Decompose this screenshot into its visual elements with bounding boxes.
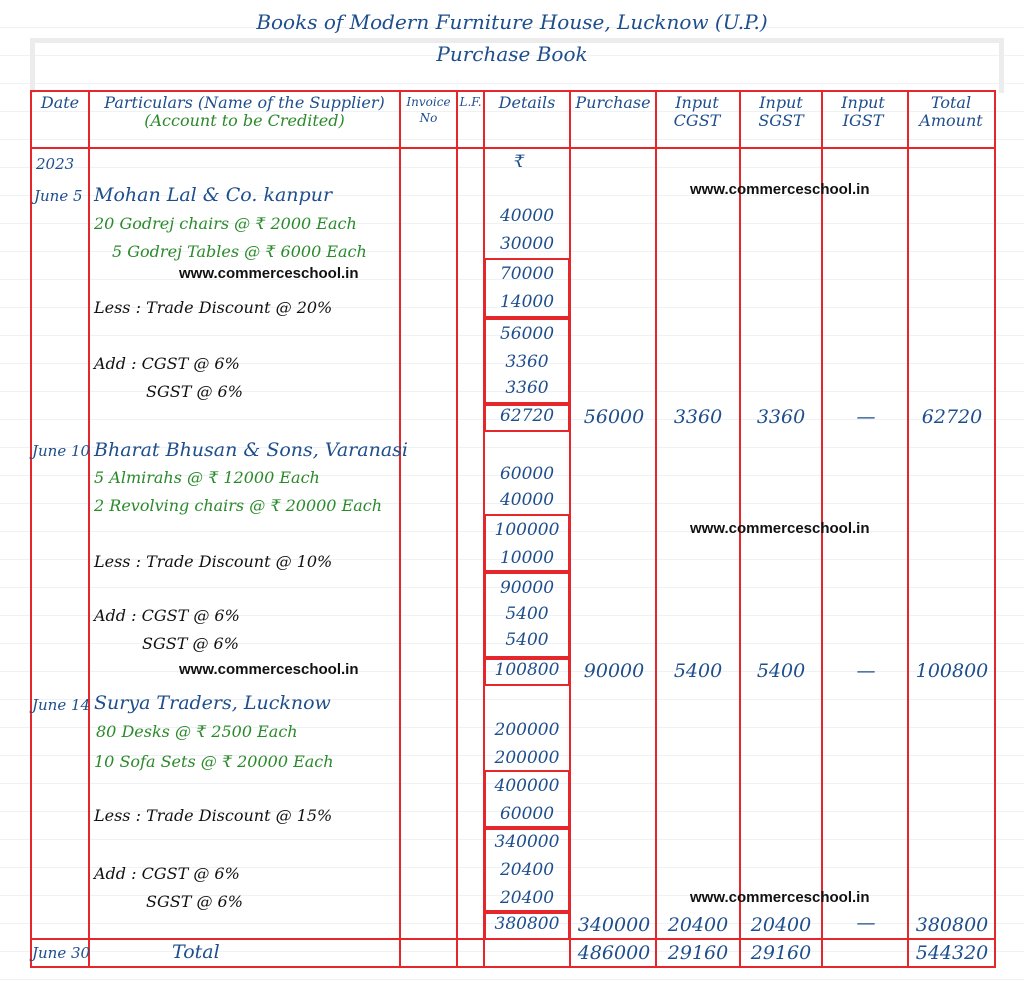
total-label: Total [172,941,220,963]
discount-amount: 60000 [499,804,555,824]
total-amount: 380800 [915,914,989,936]
purchase-amount: 56000 [583,406,645,428]
gross-amount: 70000 [499,264,555,284]
sgst-detail: 20400 [499,888,555,908]
discount-label: Less : Trade Discount @ 15% [94,806,333,825]
cgst-detail: 5400 [505,604,549,624]
item-line: 5 Godrej Tables @ ₹ 6000 Each [112,242,367,261]
cgst-amount: 20400 [667,914,729,936]
item-line: 80 Desks @ ₹ 2500 Each [96,722,298,741]
total-amount: 62720 [921,406,983,428]
item-line: 20 Godrej chairs @ ₹ 2000 Each [94,214,357,233]
col-header-particulars-main: Particulars (Name of the Supplier) [104,93,385,112]
add-sgst-label: SGST @ 6% [146,382,243,401]
watermark-text: www.commerceschool.in [690,181,870,198]
col-divider [655,90,657,968]
detail-total: 100800 [494,660,560,680]
cgst-amount: 3360 [673,406,723,428]
rupee-symbol: ₹ [513,152,525,172]
col-divider [907,90,909,968]
item-value: 200000 [494,748,560,768]
supplier-name: Mohan Lal & Co. kanpur [94,184,333,206]
igst-amount: — [856,912,876,934]
item-line: 2 Revolving chairs @ ₹ 20000 Each [94,496,383,515]
total-date: June 30 [32,944,91,962]
year-label: 2023 [36,155,75,173]
discount-label: Less : Trade Discount @ 10% [94,552,333,571]
purchase-amount: 340000 [577,914,651,936]
total-sgst: 29160 [750,942,812,964]
net-amount: 340000 [494,832,560,852]
net-amount: 56000 [499,324,555,344]
net-amount: 90000 [499,578,555,598]
cgst-detail: 3360 [505,352,549,372]
igst-amount: — [856,406,876,428]
add-cgst-label: Add : CGST @ 6% [94,606,240,625]
discount-amount: 14000 [499,292,555,312]
table-top-border [30,90,996,92]
supplier-name: Surya Traders, Lucknow [94,692,331,714]
total-purchase: 486000 [577,942,651,964]
entry-date: June 14 [32,696,91,714]
gross-amount: 100000 [494,520,560,540]
col-header-date: Date [40,93,80,112]
col-header-details: Details [498,93,556,112]
col-header-particulars [90,94,399,130]
col-divider [456,90,458,968]
add-sgst-label: SGST @ 6% [146,892,243,911]
sgst-detail: 3360 [505,378,549,398]
discount-amount: 10000 [499,548,555,568]
gross-amount: 400000 [494,776,560,796]
discount-label: Less : Trade Discount @ 20% [94,298,333,317]
sgst-amount: 3360 [756,406,806,428]
col-divider [399,90,401,968]
purchase-amount: 90000 [583,660,645,682]
sgst-detail: 5400 [505,630,549,650]
cgst-amount: 5400 [673,660,723,682]
item-value: 200000 [494,720,560,740]
sgst-amount: 5400 [756,660,806,682]
watermark-text: www.commerceschool.in [690,889,870,906]
col-divider [994,90,996,968]
item-value: 40000 [499,490,555,510]
grand-total: 544320 [915,942,989,964]
total-amount: 100800 [915,660,989,682]
col-header-lf: L.F. [459,95,482,109]
watermark-text: www.commerceschool.in [179,265,359,282]
detail-total: 62720 [499,406,555,426]
col-header-total: Total Amount [919,93,983,130]
table-bottom-border [30,966,996,968]
add-sgst-label: SGST @ 6% [142,634,239,653]
add-cgst-label: Add : CGST @ 6% [94,864,240,883]
col-header-purchase: Purchase [575,93,651,112]
item-line: 10 Sofa Sets @ ₹ 20000 Each [94,752,334,771]
entry-date: June 10 [32,442,91,460]
add-cgst-label: Add : CGST @ 6% [94,354,240,373]
item-line: 5 Almirahs @ ₹ 12000 Each [94,468,320,487]
igst-amount: — [856,660,876,682]
total-cgst: 29160 [667,942,729,964]
col-header-igst: Input IGST [841,93,885,130]
entry-date: June 5 [34,187,83,205]
detail-total: 380800 [494,914,560,934]
supplier-name: Bharat Bhusan & Sons, Varanasi [94,439,408,461]
book-title: Books of Modern Furniture House, Lucknow (U.P.) [256,10,768,34]
col-header-cgst: Input CGST [673,93,721,130]
watermark-text: www.commerceschool.in [690,520,870,537]
watermark-text: www.commerceschool.in [179,661,359,678]
col-header-sgst: Input SGST [758,93,804,130]
cgst-detail: 20400 [499,860,555,880]
item-value: 40000 [499,206,555,226]
sgst-amount: 20400 [750,914,812,936]
col-divider [30,90,32,968]
item-value: 60000 [499,464,555,484]
header-bottom-border [30,147,996,149]
col-divider [88,90,90,968]
col-header-particulars-sub: (Account to be Credited) [144,111,345,130]
book-subtitle: Purchase Book [436,42,588,66]
col-header-invoice: Invoice No [406,95,451,125]
item-value: 30000 [499,234,555,254]
